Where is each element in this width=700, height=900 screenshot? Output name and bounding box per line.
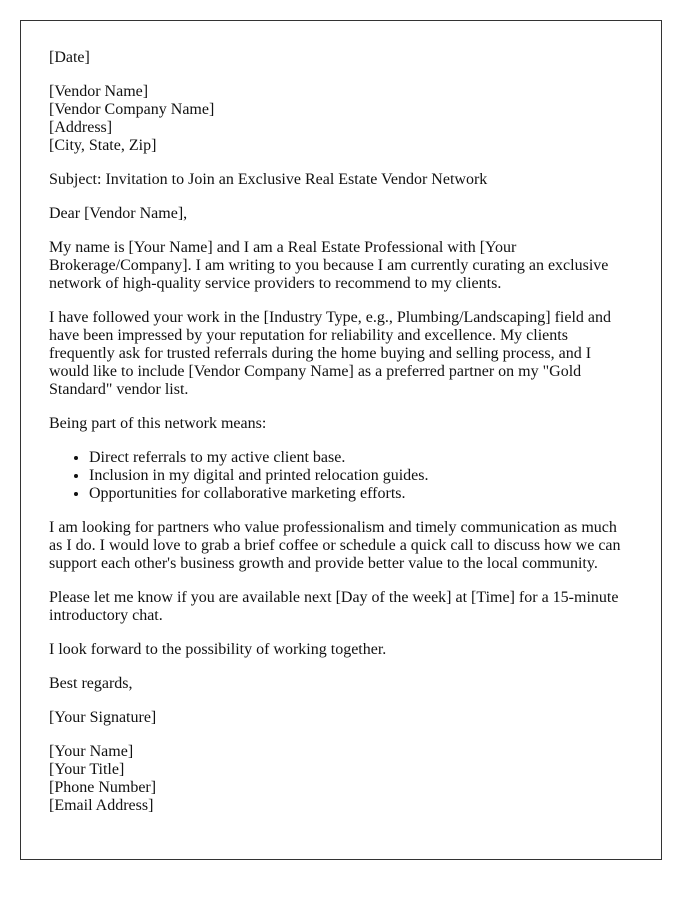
- recipient-company-name: [Vendor Company Name]: [49, 101, 215, 118]
- benefit-item: • Inclusion in my digital and printed relocation guides.: [89, 467, 633, 485]
- benefits-list: [49, 449, 633, 503]
- signoff: Best regards,: [49, 675, 133, 692]
- sender-phone: [Phone Number]: [49, 779, 157, 796]
- benefit-item: • Opportunities for collaborative marketing efforts.: [89, 485, 633, 503]
- signature-placeholder: [Your Signature]: [49, 709, 157, 726]
- sender-contact-block: [49, 743, 633, 815]
- availability-paragraph: Please let me know if you are available next [Day of the week] at [Time] for a 15-minute introductory chat.: [49, 589, 619, 624]
- date-line: [Date]: [49, 49, 90, 66]
- salutation: Dear [Vendor Name],: [49, 205, 188, 222]
- benefit-item: • Direct referrals to my active client base.: [89, 449, 633, 467]
- recipient-vendor-name: [Vendor Name]: [49, 83, 149, 100]
- intro-paragraph: My name is [Your Name] and I am a Real Estate Professional with [Your Brokerage/Company]. I am writing to you because I am currently curating an exclusive network of high-quality service providers to recommend to my clients.: [49, 239, 609, 292]
- partnership-paragraph: I am looking for partners who value professionalism and timely communication as much as I do. I would love to grab a brief coffee or schedule a quick call to discuss how we can support each other's business growth and provide better value to the local community.: [49, 519, 621, 572]
- recipient-address-block: [49, 83, 633, 155]
- reputation-paragraph: I have followed your work in the [Industry Type, e.g., Plumbing/Landscaping] field and have been impressed by your reputation for reliability and excellence. My clients frequently ask for trusted referrals during the home buying and selling process, and I would like to include [Vendor Company Name] as a preferred partner on my "Gold Standard" vendor list.: [49, 309, 612, 398]
- document-viewport: [20, 20, 662, 814]
- subject-line: Subject: Invitation to Join an Exclusive Real Estate Vendor Network: [49, 171, 488, 188]
- sender-email: [Email Address]: [49, 797, 154, 814]
- benefits-intro: Being part of this network means:: [49, 415, 267, 432]
- sender-name: [Your Name]: [49, 743, 134, 760]
- recipient-city-state-zip: [City, State, Zip]: [49, 137, 157, 154]
- recipient-address: [Address]: [49, 119, 113, 136]
- sender-title: [Your Title]: [49, 761, 125, 778]
- closing-line: I look forward to the possibility of working together.: [49, 641, 387, 658]
- letter-page: [20, 20, 662, 860]
